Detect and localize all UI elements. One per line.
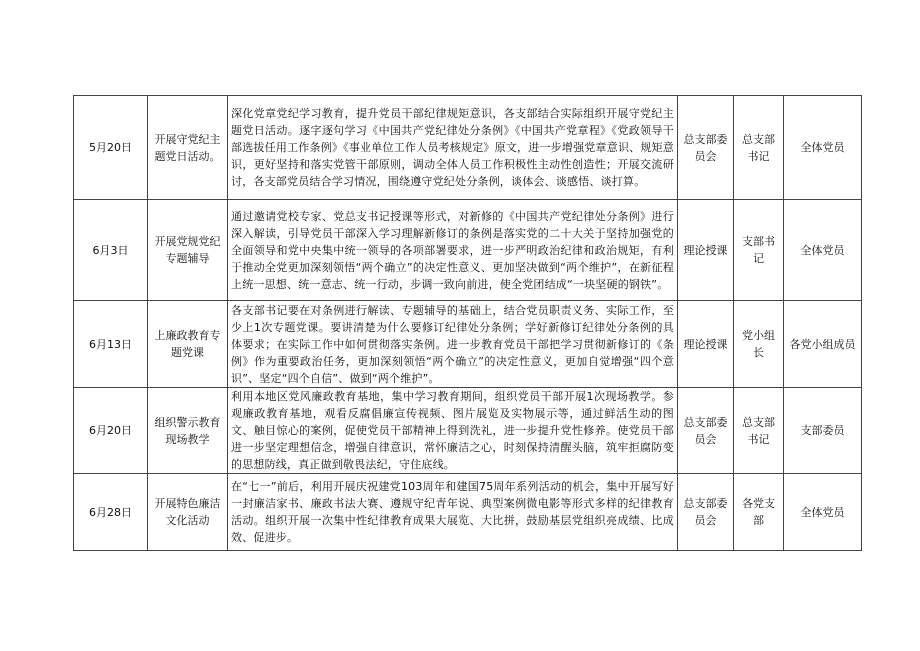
- date-cell: 6月20日: [74, 388, 148, 474]
- organizer-cell: 各党支部: [734, 474, 784, 551]
- date-cell: 6月28日: [74, 474, 148, 551]
- activity-form-cell: 理论授课: [678, 200, 734, 301]
- date-cell: 6月3日: [74, 200, 148, 301]
- table-row: [74, 388, 862, 474]
- table-row: [74, 200, 862, 301]
- date-cell: 6月13日: [74, 301, 148, 388]
- activity-content-cell: 各支部书记要在对条例进行解读、专题辅导的基础上，结合党员职责义务、实际工作，至少上1次专题党课。要讲清楚为什么要修订纪律处分条例；学好新修订纪律处分条例的具体要求；在实际工作中如何贯彻落实条例。进一步教育党员干部把学习贯彻新修订的《条例》作为重要政治任务，更加深刻领悟“两个确立”的决定性意义，更加自觉增强“四个意识”、坚定“四个自信”、做到“两个维护”。: [228, 301, 678, 388]
- participants-cell: 全体党员: [784, 200, 862, 301]
- activity-title-cell: 上廉政教育专题党课: [148, 301, 228, 388]
- organizer-cell: 党小组长: [734, 301, 784, 388]
- activity-content-cell: 深化党章党纪学习教育，提升党员干部纪律规矩意识，各支部结合实际组织开展守党纪主题党日活动。逐字逐句学习《中国共产党纪律处分条例》《中国共产党章程》《党政领导干部选拔任用工作条例》《事业单位工作人员考核规定》原文，进一步增强党章意识、规矩意识，更好坚持和落实党管干部原则，调动全体人员工作积极性主动性创造性；开展交流研讨，各支部党员结合学习情况，围绕遵守党纪处分条例，谈体会、谈感悟、谈打算。: [228, 96, 678, 200]
- table-row: [74, 96, 862, 200]
- date-cell: 5月20日: [74, 96, 148, 200]
- table-row: [74, 301, 862, 388]
- organizer-cell: 总支部书记: [734, 96, 784, 200]
- activity-title-cell: 开展守党纪主题党日活动。: [148, 96, 228, 200]
- participants-cell: 全体党员: [784, 96, 862, 200]
- activity-form-cell: 总支部委员会: [678, 96, 734, 200]
- activity-title-cell: 开展党规党纪专题辅导: [148, 200, 228, 301]
- activity-plan-table: [73, 95, 862, 551]
- activity-form-cell: 理论授课: [678, 301, 734, 388]
- activity-title-cell: 组织警示教育现场教学: [148, 388, 228, 474]
- activity-content-cell: 利用本地区党风廉政教育基地，集中学习教育期间，组织党员干部开展1次现场教学。参观廉政教育基地，观看反腐倡廉宣传视频、图片展览及实物展示等，通过鲜活生动的图文、触目惊心的案例，促使党员干部精神上得到洗礼，进一步提升党性修养。使党员干部进一步坚定理想信念，增强自律意识，常怀廉洁之心，时刻保持清醒头脑，筑牢拒腐防变的思想防线，真正做到敬畏法纪，守住底线。: [228, 388, 678, 474]
- participants-cell: 支部委员: [784, 388, 862, 474]
- activity-form-cell: 总支部委员会: [678, 474, 734, 551]
- participants-cell: 全体党员: [784, 474, 862, 551]
- organizer-cell: 总支部书记: [734, 388, 784, 474]
- organizer-cell: 支部书记: [734, 200, 784, 301]
- activity-content-cell: 通过邀请党校专家、党总支书记授课等形式，对新修的《中国共产党纪律处分条例》进行深入解读，引导党员干部深入学习理解新修订的条例是落实党的二十大关于坚持加强党的全面领导和党中央集中统一领导的各项部署要求，进一步严明政治纪律和政治规矩，有利于推动全党更加深刻领悟“两个确立”的决定性意义、更加坚决做到“两个维护”，在新征程上统一思想、统一意志、统一行动，步调一致向前进，使全党团结成“一块坚硬的钢铁”。: [228, 200, 678, 301]
- activity-content-cell: 在“七一”前后，利用开展庆祝建党103周年和建国75周年系列活动的机会，集中开展写好一封廉洁家书、廉政书法大赛、遵规守纪青年说、典型案例微电影等形式多样的纪律教育活动。组织开展一次集中性纪律教育成果大展览、大比拼，鼓励基层党组织亮成绩、比成效、促进步。: [228, 474, 678, 551]
- participants-cell: 各党小组成员: [784, 301, 862, 388]
- activity-title-cell: 开展特色廉洁文化活动: [148, 474, 228, 551]
- table-row: [74, 474, 862, 551]
- activity-form-cell: 总支部委员会: [678, 388, 734, 474]
